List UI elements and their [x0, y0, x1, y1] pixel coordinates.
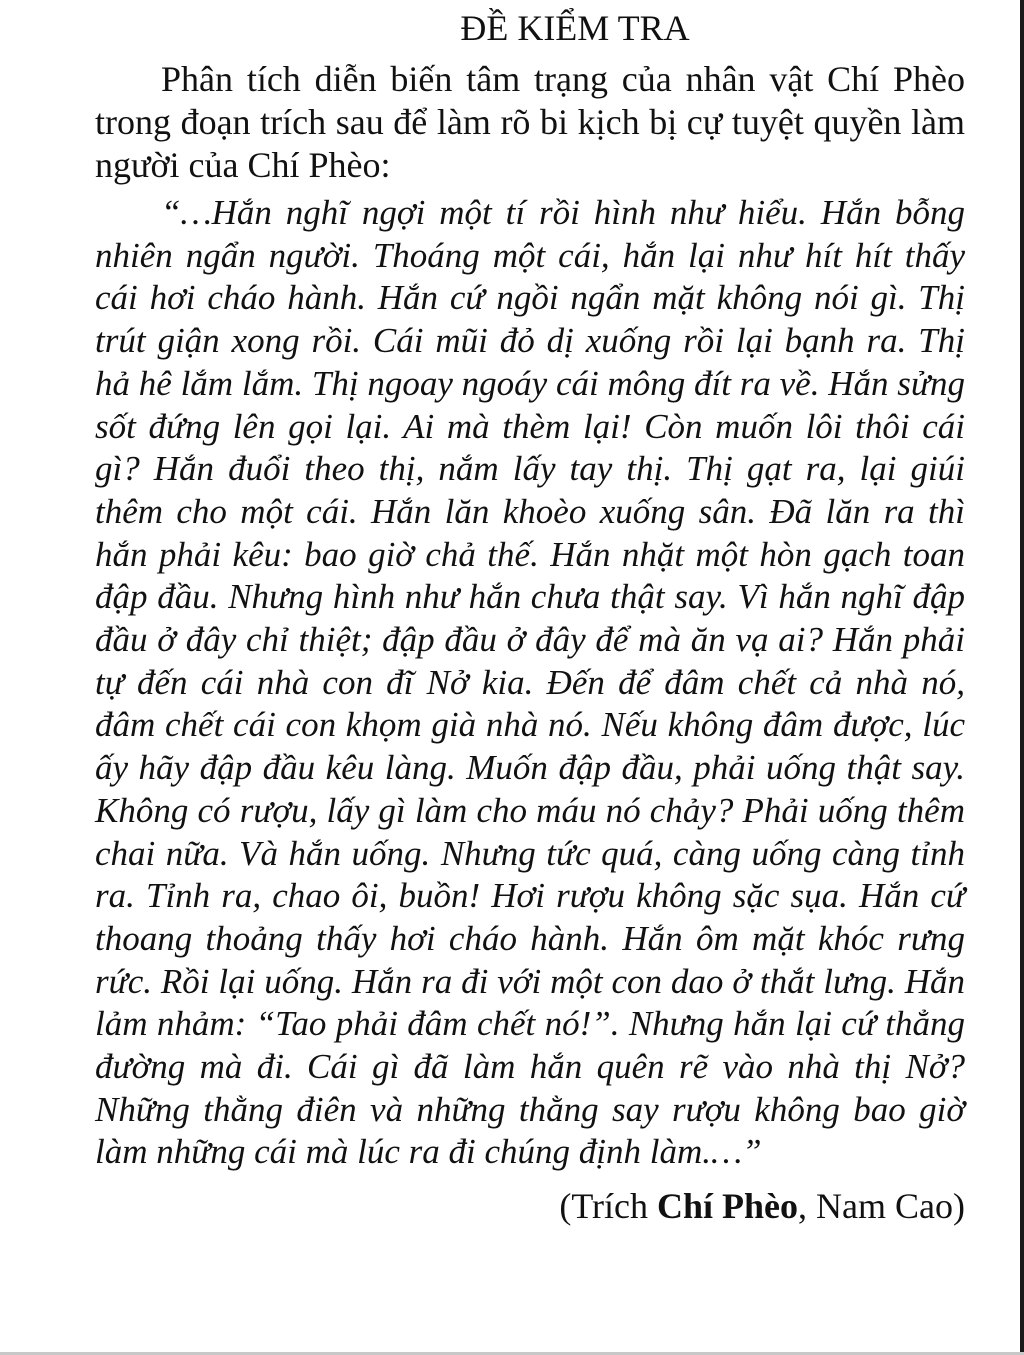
source-prefix: (Trích — [559, 1186, 658, 1227]
exam-page — [95, 0, 965, 1355]
page-edge-right — [1020, 0, 1024, 1355]
excerpt-passage: “…Hắn nghĩ ngợi một tí rồi hình như hiểu. Hắn bỗng nhiên ngẩn người. Thoáng một cái, hắn lại như hít hít thấy cái hơi cháo hành. Hắn cứ ngồi ngẩn mặt không nói gì. Thị trút giận xong rồi. Cái mũi đỏ dị xuống rồi lại bạnh ra. Thị hả hê lắm lắm. Thị ngoay ngoáy cái mông đít ra về. Hắn sửng sốt đứng lên gọi lại. Ai mà thèm lại! Còn muốn lôi thôi cái gì? Hắn đuổi theo thị, nắm lấy tay thị. Thị gạt ra, lại giúi thêm cho một cái. Hắn lăn khoèo xuống sân. Đã lăn ra thì hắn phải kêu: bao giờ chả thế. Hắn nhặt một hòn gạch toan đập đầu. Nhưng hình như hắn chưa thật say. Vì hắn nghĩ đập đầu ở đây chỉ thiệt; đập đầu ở đây để mà ăn vạ ai? Hắn phải tự đến cái nhà con đĩ Nở kia. Đến để đâm chết cả nhà nó, đâm chết cái con khọm già nhà nó. Nếu không đâm được, lúc ấy hãy đập đầu kêu làng. Muốn đập đầu, phải uống thật say. Không có rượu, lấy gì làm cho máu nó chảy? Phải uống thêm chai nữa. Và hắn uống. Nhưng tức quá, càng uống càng tỉnh ra. Tỉnh ra, chao ôi, buồn! Hơi rượu không sặc sụa. Hắn cứ thoang thoảng thấy hơi cháo hành. Hắn ôm mặt khóc rưng rức. Rồi lại uống. Hắn ra đi với một con dao ở thắt lưng. Hắn lảm nhảm: “Tao phải đâm chết nó!”. Nhưng hắn lại cứ thẳng đường mà đi. Cái gì đã làm hắn quên rẽ vào nhà thị Nở? Những thằng điên và những thằng say rượu không bao giờ làm những cái mà lúc ra đi chúng định làm.…” — [95, 193, 965, 1172]
source-author: , Nam Cao) — [798, 1186, 965, 1227]
question-prompt: Phân tích diễn biến tâm trạng của nhân vật Chí Phèo trong đoạn trích sau để làm rõ bi kịch bị cự tuyệt quyền làm người của Chí Phèo: — [95, 59, 965, 185]
source-work-title: Chí Phèo — [657, 1186, 799, 1227]
exam-title: ĐỀ KIỂM TRA — [460, 8, 690, 48]
source-citation — [95, 1184, 965, 1228]
